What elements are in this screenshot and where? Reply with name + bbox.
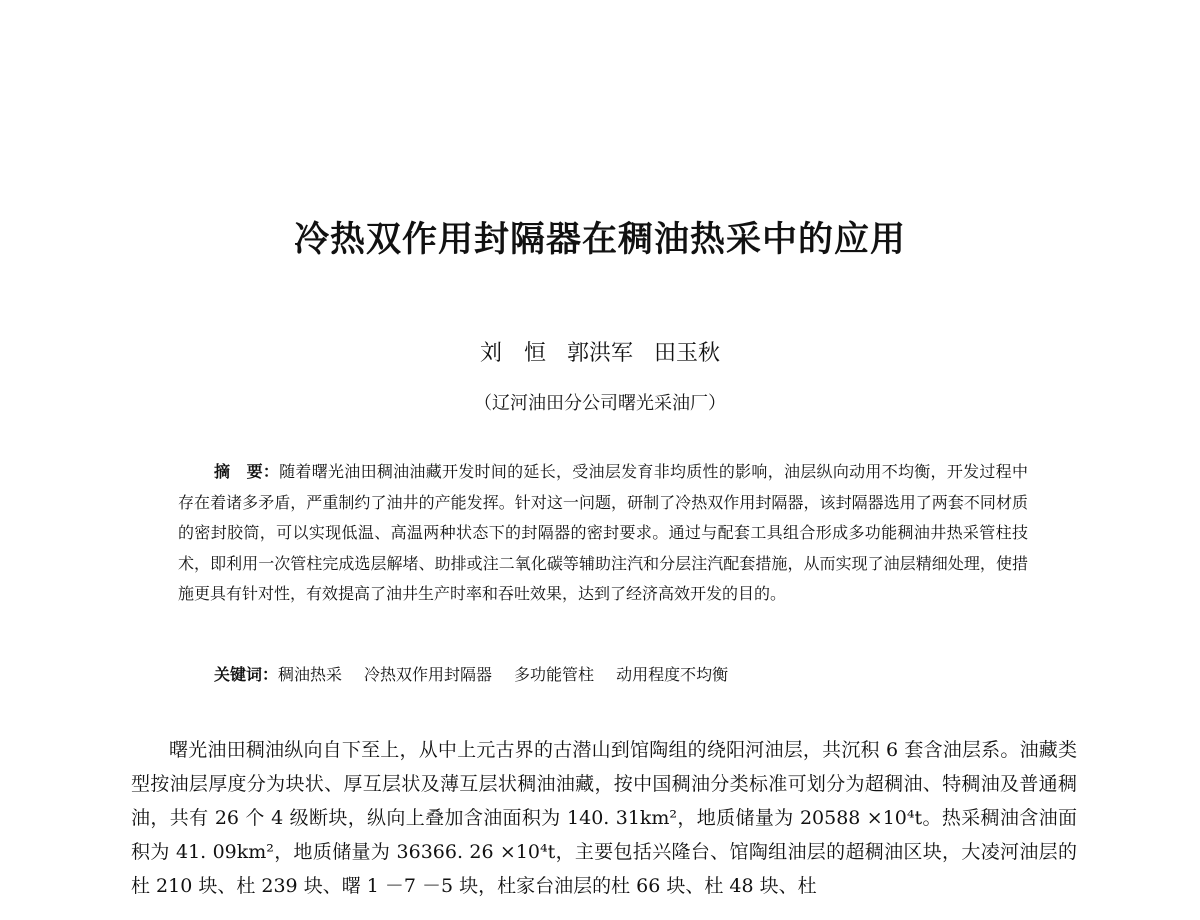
keyword: 稠油热采 xyxy=(278,665,343,684)
body-paragraph: 曙光油田稠油纵向自下至上，从中上元古界的古潜山到馆陶组的绕阳河油层，共沉积 6 套含油层系。油藏类型按油层厚度分为块状、厚互层状及薄互层状稠油油藏，按中国稠油分类标准可划分为超稠油、特稠油及普通稠油，共有 26 个 4 级断块，纵向上叠加含油面积为 140. 31km²，地质储量为 20588 ×10⁴t。热采稠油含油面积为 41. 09km²，地质储量为 36366. 26 ×10⁴t，主要包括兴隆台、馆陶组油层的超稠油区块，大凌河油层的杜 210 块、杜 239 块、曙 1 －7 －5 块，杜家台油层的杜 66 块、杜 48 块、杜 xyxy=(131,739,1077,897)
author-name: 田玉秋 xyxy=(654,341,721,366)
abstract-label: 摘 要： xyxy=(214,462,280,481)
keywords-label: 关键词： xyxy=(214,665,279,684)
abstract-text: 随着曙光油田稠油油藏开发时间的延长，受油层发育非均质性的影响，油层纵向动用不均衡，开发过程中存在着诸多矛盾，严重制约了油井的产能发挥。针对这一问题，研制了冷热双作用封隔器，该封隔器选用了两套不同材质的密封胶筒，可以实现低温、高温两种状态下的封隔器的密封要求。通过与配套工具组合形成多功能稠油井热采管柱技术，即利用一次管柱完成选层解堵、助排或注二氧化碳等辅助注汽和分层注汽配套措施，从而实现了油层精细处理，使措施更具有针对性，有效提高了油井生产时率和吞吐效果，达到了经济高效开发的目的。 xyxy=(178,462,1028,604)
author-name: 郭洪军 xyxy=(566,341,633,366)
abstract-section xyxy=(178,457,1028,610)
author-list xyxy=(0,336,1200,367)
affiliation: （辽河油田分公司曙光采油厂） xyxy=(474,393,726,414)
author-name: 刘 恒 xyxy=(479,341,546,366)
body-section xyxy=(131,733,1077,903)
paper-title: 冷热双作用封隔器在稠油热采中的应用 xyxy=(293,220,906,260)
keyword: 多功能管柱 xyxy=(514,665,595,684)
keywords-section xyxy=(214,662,750,685)
keyword: 动用程度不均衡 xyxy=(616,665,729,684)
keyword: 冷热双作用封隔器 xyxy=(364,665,493,684)
